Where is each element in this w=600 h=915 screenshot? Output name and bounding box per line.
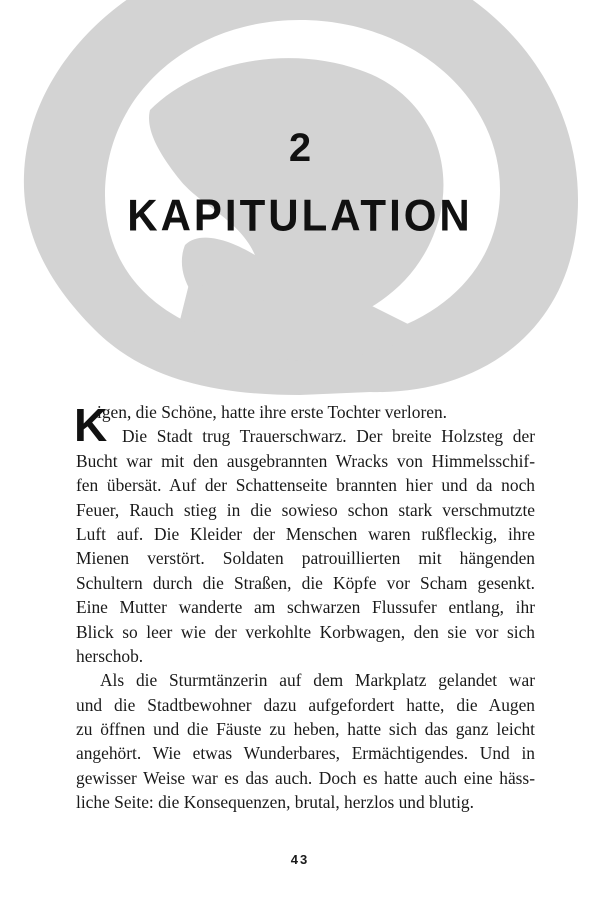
- text-line: angehört. Wie etwas Wunderbares, Ermächtigendes. Und in: [76, 743, 535, 764]
- chapter-title: KAPITULATION: [127, 190, 473, 241]
- text-line: igen, die Schöne, hatte ihre erste Tochter verloren.: [97, 402, 448, 422]
- chapter-body-text: [76, 400, 535, 815]
- text-line: und die Stadtbewohner dazu aufgefordert hatte, die Augen: [76, 694, 535, 715]
- page-number: 43: [290, 852, 310, 867]
- chapter-number: 2: [288, 126, 312, 170]
- text-line: Als die Sturmtänzerin auf dem Markplatz gelandet war: [100, 670, 535, 691]
- text-line: Blick so leer wie der verkohlte Korbwagen, den sie vor sich: [76, 621, 535, 642]
- text-line: Mienen verstört. Soldaten patrouillierten mit hängenden: [76, 548, 535, 569]
- text-line: Luft auf. Die Kleider der Menschen waren rußfleckig, ihre: [76, 523, 535, 544]
- text-line: Feuer, Rauch stieg in die sowieso schon stark verschmutzte: [76, 499, 535, 520]
- text-line: Schultern durch die Straßen, die Köpfe vor Scham gesenkt.: [76, 572, 535, 593]
- text-line: fen übersät. Auf der Schattenseite brannten hier und da noch: [76, 475, 535, 496]
- text-line: gewisser Weise war es das auch. Doch es hatte auch eine häss-: [76, 767, 535, 788]
- text-line: Die Stadt trug Trauerschwarz. Der breite Holzsteg der: [122, 426, 535, 447]
- text-line: herschob.: [76, 645, 144, 666]
- paragraph-3: [76, 668, 535, 814]
- text-line: Bucht war mit den ausgebrannten Wracks von Himmelsschif-: [76, 450, 535, 471]
- paragraph-1: [76, 400, 535, 424]
- drop-cap: K: [74, 399, 108, 451]
- text-line: Eine Mutter wanderte am schwarzen Flussufer entlang, ihr: [76, 597, 535, 618]
- text-line: zu öffnen und die Fäuste zu heben, hatte sich das ganz leicht: [76, 719, 535, 740]
- paragraph-2: [76, 424, 535, 668]
- text-line: liche Seite: die Konsequenzen, brutal, herzlos und blutig.: [76, 792, 474, 813]
